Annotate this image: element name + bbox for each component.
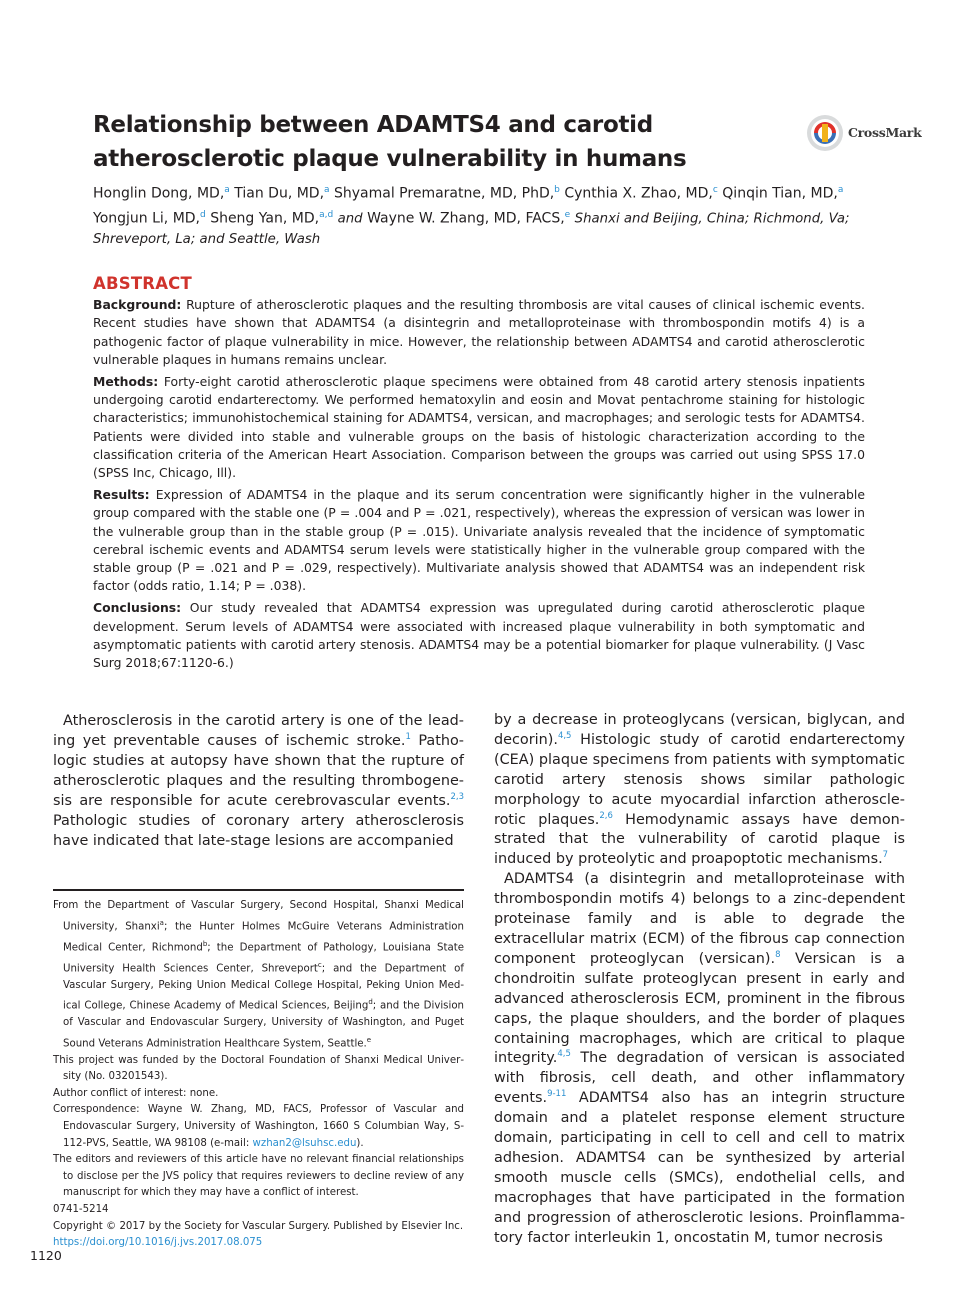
footnote-divider	[53, 889, 464, 891]
funding-note: This project was funded by the Doctoral Foundation of Shanxi Medical University (No. 03201543).	[53, 1054, 464, 1083]
author-name: Shyamal Premaratne, MD, PhD,	[334, 185, 555, 202]
abstract-conclusions	[93, 599, 865, 672]
abstract-results	[93, 486, 865, 596]
author-list	[93, 180, 871, 250]
author-name: Sheng Yan, MD,	[210, 210, 320, 227]
affiliation-marker: c	[712, 185, 718, 195]
body-paragraph: by a decrease in proteoglycans (versican, biglycan, and decorin).$^{4,5}$ Histologic study of carotid endarterectomy (CEA) plaque specimens from patients with symptomatic carotid artery stenosis shows similar pathologic morphology to acute myocardial infarction atherosclerotic plaques.$^{2,6}$ Hemodynamic assays have demonstrated that the vulnerability of carotid plaque is induced by proteolytic and proapoptotic mechanisms.$^7$	[494, 712, 905, 868]
abstract-heading: ABSTRACT	[93, 274, 192, 293]
body-column-right	[494, 711, 905, 1248]
author-name: Yongjun Li, MD,	[93, 210, 201, 227]
body-paragraph: Atherosclerosis in the carotid artery is one of the leading yet preventable causes of ischemic stroke.$^1$ Pathologic studies at autopsy have shown that the rupture of atherosclerotic plaques and the resulting thrombogenesis are responsible for acute cerebrovascular events.$^{2,3}$ Pathologic studies of coronary artery atherosclerosis have indicated that late-stage lesions are accompanied	[53, 713, 464, 849]
copyright: Copyright © 2017 by the Society for Vascular Surgery. Published by Elsevier Inc.	[53, 1220, 464, 1232]
author-name: Qinqin Tian, MD,	[722, 185, 838, 202]
author-name: Tian Du, MD,	[234, 185, 325, 202]
abstract-background	[93, 296, 865, 369]
section-text: Forty-eight carotid atherosclerotic plaque specimens were obtained from 48 carotid artery stenosis inpatients undergoing carotid endarterectomy. We performed hematoxylin and eosin and Movat pentachrome staining for histologic characteristics; immunohistochemical staining for ADAMTS4, versican, and macrophages; and serologic tests for ADAMTS4. Patients were divided into stable and vulnerable groups on the basis of histologic characterization according to the classification criteria of the American Heart Association. Comparison between the groups was carried out using SPSS 17.0 (SPSS Inc, Chicago, Ill).	[93, 373, 865, 481]
citation-link[interactable]: 7	[882, 850, 889, 861]
author-name: Wayne W. Zhang, MD, FACS,	[367, 210, 565, 227]
article-title: Relationship between ADAMTS4 and carotid atherosclerotic plaque vulnerability in humans	[93, 112, 687, 172]
editors-note: The editors and reviewers of this article have no relevant financial relationships to disclose per the JVS policy that requires reviewers to decline review of any manuscript for which they may have a conflict of interest.	[53, 1154, 464, 1199]
footnotes	[53, 898, 464, 1252]
body-paragraph: ADAMTS4 (a disintegrin and metalloproteinase with thrombospondin motifs 4) belongs to a zinc-dependent proteinase family and is able to degrade the extracellular matrix (ECM) of the fibrous cap connection component proteoglycan (versican).$^8$ Versican is a chondroitin sulfate proteoglycan present in early and advanced atherosclerosis ECM, prominent in the fibrous caps, the plaque shoulders, and the border of plaques containing macrophages, which are critical to plaque integrity.$^{4,5}$ The degradation of versican is associated with fibrosis, cell death, and other inflammatory events.$^{9-11}$ ADAMTS4 also has an integrin structure domain and a platelet response element structure domain, participating in cell to cell and cell to matrix adhesion. ADAMTS4 can be synthesized by arterial smooth muscle cells (SMCs), endothelial cells, and macrophages that have participated in the formation and progression of atherosclerotic lesions. Proinflammatory factor interleukin 1, oncostatin M, tumor necrosis	[494, 871, 905, 1246]
section-label: Methods:	[93, 373, 159, 389]
abstract	[93, 274, 865, 676]
section-label: Conclusions:	[93, 600, 182, 616]
email-link[interactable]: wzhan2@lsuhsc.edu	[252, 1137, 357, 1149]
crossmark-badge[interactable]	[806, 114, 922, 154]
citation-link[interactable]: 2,3	[450, 792, 464, 803]
citation-link[interactable]: 1	[405, 732, 411, 743]
affiliation-marker: a	[324, 185, 330, 195]
correspondence-note: Correspondence: Wayne W. Zhang, MD, FACS, Professor of Vascular and Endovascular Surgery, University of Washington, 1660 S Columbian Way, S-112-PVS, Seattle, WA 98108 (e-mail: wzhan2@lsuhsc.edu).	[53, 1104, 464, 1149]
section-text: Rupture of atherosclerotic plaques and the resulting thrombosis are vital causes of clinical ischemic events. Recent studies have shown that ADAMTS4 (a disintegrin and metalloproteinase with thrombospondin motifs 4) is a pathogenic factor of plaque vulnerability in mice. However, the relationship between ADAMTS4 and carotid atherosclerotic vulnerable plaques in humans remains unclear.	[93, 297, 865, 367]
author-name: Cynthia X. Zhao, MD,	[564, 185, 713, 202]
citation-link[interactable]: 9-11	[547, 1089, 567, 1100]
affiliations-note: From the Department of Vascular Surgery, Second Hospital, Shanxi Medical University, Shanxi$^a$; the Hunter Holmes McGuire Veterans Administration Medical Center, Richmond$^b$; the Department of Pathology, Louisiana State University Health Sciences Center, Shreveport$^c$; and the Department of Vascular Surgery, Peking Union Medical College Hospital, Peking Union Medical College, Chinese Academy of Medical Sciences, Beijing$^d$; and the Division of Vascular and Endovascular Surgery, University of Washington, and Puget Sound Veterans Administration Healthcare System, Seattle.$^e$	[53, 900, 465, 1050]
crossmark-label: CrossMark	[848, 125, 922, 140]
page-number: 1120	[30, 1248, 62, 1263]
author-name: Honglin Dong, MD,	[93, 185, 225, 202]
and-word: and	[337, 211, 363, 227]
body-column-left	[53, 711, 464, 851]
conflict-note: Author conflict of interest: none.	[53, 1087, 219, 1099]
affiliation-marker: a,d	[319, 209, 334, 220]
section-text: Expression of ADAMTS4 in the plaque and its serum concentration were significantly higher in the vulnerable group compared with the stable one (P = .004 and P = .021, respectively), whereas the expression of versican was lower in the vulnerable group than in the stable group (P = .015). Univariate analysis revealed that the incidence of symptomatic cerebral ischemic events and ADAMTS4 serum levels were statistically higher in the vulnerable group compared with the stable group (P = .021 and P = .029, respectively). Multivariate analysis showed that ADAMTS4 was an independent risk factor (odds ratio, 1.14; P = .038).	[93, 486, 865, 594]
section-label: Results:	[93, 486, 150, 502]
affiliation-marker: d	[200, 209, 206, 220]
abstract-methods	[93, 373, 865, 483]
citation-link[interactable]: 8	[775, 950, 781, 961]
citation-link[interactable]: 4,5	[557, 731, 572, 742]
affiliation-marker: a	[224, 185, 230, 195]
citation-link[interactable]: 2,6	[599, 810, 613, 821]
doi-link[interactable]: https://doi.org/10.1016/j.jvs.2017.08.075	[53, 1237, 263, 1249]
affiliation-marker: b	[554, 185, 560, 195]
issn: 0741-5214	[53, 1204, 109, 1216]
crossmark-icon	[806, 114, 844, 152]
affiliation-marker: a	[837, 185, 844, 195]
section-label: Background:	[93, 297, 182, 312]
affiliation-marker: e	[564, 209, 571, 220]
section-text: Our study revealed that ADAMTS4 expression was upregulated during carotid atherosclerotic plaque development. Serum levels of ADAMTS4 were associated with increased plaque vulnerability in both symptomatic and asymptomatic patients with carotid artery stenosis. ADAMTS4 may be a potential biomarker for plaque vulnerability. (J Vasc Surg 2018;67:1120-6.)	[93, 600, 865, 671]
author-locations: Shanxi and Beijing, China; Richmond, Va; Shreveport, La; and Seattle, Wash	[93, 211, 850, 248]
citation-link[interactable]: 4,5	[557, 1049, 571, 1060]
